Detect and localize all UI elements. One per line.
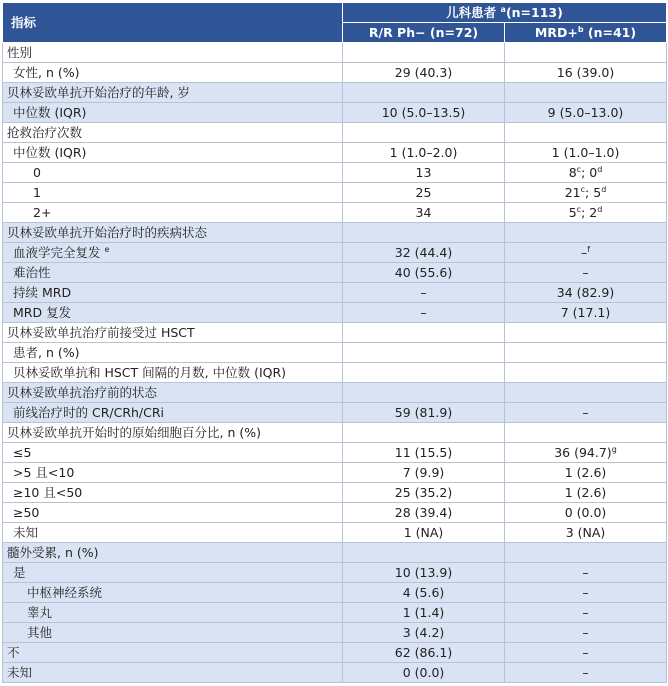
row-label-text: 不 (7, 644, 20, 660)
row-label (3, 643, 343, 663)
cell-mrd-value: 9 (5.0–13.0) (547, 104, 624, 120)
cell-rr-ph: 7 (9.9) (343, 463, 505, 483)
cell-mrd-footnote: f (587, 244, 591, 254)
row-label (3, 103, 343, 123)
cell-rr-ph: 10 (5.0–13.5) (343, 103, 505, 123)
row-label-text: 贝林妥欧单抗开始治疗的年龄, 岁 (7, 84, 190, 100)
cell-mrd (505, 103, 667, 123)
row-label-text: 前线治疗时的 CR/CRh/CRi (13, 404, 165, 420)
table-row (3, 343, 667, 363)
cell-mrd (505, 123, 667, 143)
cell-mrd-value: 36 (94.7) (554, 444, 612, 460)
row-label-text: 髓外受累, n (%) (7, 544, 99, 560)
table-row (3, 623, 667, 643)
cell-mrd-value: 7 (17.1) (560, 304, 611, 320)
cell-rr-ph: – (343, 283, 505, 303)
cell-rr-ph (343, 323, 505, 343)
row-label-text: 性别 (7, 44, 33, 60)
row-label (3, 343, 343, 363)
cell-mrd (505, 263, 667, 283)
cell-rr-ph: 0 (0.0) (343, 663, 505, 683)
row-label (3, 243, 343, 263)
group-n: (n=113) (505, 4, 563, 20)
cell-mrd (505, 303, 667, 323)
row-label-text: 0 (33, 164, 41, 180)
table-row (3, 243, 667, 263)
table-row (3, 83, 667, 103)
row-label (3, 143, 343, 163)
row-label-text: 持续 MRD (13, 284, 72, 300)
cell-mrd (505, 343, 667, 363)
cell-mrd (505, 603, 667, 623)
cell-mrd (505, 563, 667, 583)
cell-mrd (505, 443, 667, 463)
table-row (3, 523, 667, 543)
row-label-footnote: e (104, 244, 110, 254)
cell-mrd (505, 323, 667, 343)
cell-rr-ph (343, 223, 505, 243)
cell-rr-ph: 4 (5.6) (343, 583, 505, 603)
table-row (3, 323, 667, 343)
patient-characteristics-table (2, 2, 667, 683)
row-label (3, 423, 343, 443)
table-row (3, 283, 667, 303)
cell-mrd (505, 663, 667, 683)
row-label (3, 663, 343, 683)
row-label (3, 323, 343, 343)
col-rr-ph-header: R/R Ph− (n=72) (343, 23, 505, 43)
col-mrd-footnote: b (577, 24, 584, 34)
table-row (3, 483, 667, 503)
row-label-text: 贝林妥欧单抗治疗前的状态 (7, 384, 158, 400)
row-label-text: 血液学完全复发 (13, 244, 101, 260)
cell-mrd (505, 463, 667, 483)
table-row (3, 583, 667, 603)
row-label (3, 223, 343, 243)
col-mrd-n: (n=41) (583, 24, 637, 40)
cell-rr-ph: 10 (13.9) (343, 563, 505, 583)
cell-mrd (505, 283, 667, 303)
cell-mrd-value-2: ; 0 (581, 164, 598, 180)
cell-rr-ph: 11 (15.5) (343, 443, 505, 463)
row-label-text: 未知 (7, 664, 33, 680)
row-label-text: ≤5 (13, 444, 32, 460)
table-row (3, 383, 667, 403)
row-label-text: 抢救治疗次数 (7, 124, 83, 140)
cell-mrd (505, 403, 667, 423)
row-label (3, 363, 343, 383)
table-body (3, 43, 667, 683)
cell-rr-ph: 1 (NA) (343, 523, 505, 543)
cell-rr-ph: 25 (35.2) (343, 483, 505, 503)
cell-mrd (505, 183, 667, 203)
row-label (3, 403, 343, 423)
cell-rr-ph (343, 123, 505, 143)
cell-mrd-value: – (582, 264, 589, 280)
cell-mrd-value: – (582, 584, 589, 600)
row-label-text: MRD 复发 (13, 304, 72, 320)
row-label (3, 443, 343, 463)
cell-mrd (505, 543, 667, 563)
cell-mrd (505, 43, 667, 63)
table-row (3, 43, 667, 63)
row-label (3, 603, 343, 623)
table-row (3, 463, 667, 483)
row-label-text: >5 且<10 (13, 464, 75, 480)
cell-mrd-value: – (582, 404, 589, 420)
cell-mrd (505, 583, 667, 603)
cell-rr-ph: 3 (4.2) (343, 623, 505, 643)
row-label (3, 83, 343, 103)
row-label (3, 203, 343, 223)
row-label (3, 523, 343, 543)
cell-mrd-value-2: ; 2 (581, 204, 598, 220)
table-row (3, 363, 667, 383)
row-label-text: 女性, n (%) (13, 64, 80, 80)
table-row (3, 663, 667, 683)
table-row (3, 443, 667, 463)
cell-rr-ph (343, 543, 505, 563)
cell-mrd-footnote: c (576, 164, 582, 174)
row-label-text: 贝林妥欧单抗治疗前接受过 HSCT (7, 324, 195, 340)
cell-mrd-value: 1 (1.0–1.0) (551, 144, 620, 160)
cell-mrd-footnote-2: d (597, 164, 603, 174)
table-row (3, 183, 667, 203)
row-label (3, 463, 343, 483)
cell-rr-ph: 13 (343, 163, 505, 183)
cell-mrd-value: 3 (NA) (565, 524, 606, 540)
cell-mrd-footnote-2: d (601, 184, 607, 194)
table-row (3, 223, 667, 243)
row-label (3, 503, 343, 523)
row-label-text: ≥50 (13, 504, 40, 520)
row-label-text: 贝林妥欧单抗开始时的原始细胞百分比, n (%) (7, 424, 261, 440)
cell-mrd-value: 21 (564, 184, 581, 200)
row-label-text: 中位数 (IQR) (13, 144, 87, 160)
row-label (3, 183, 343, 203)
row-label (3, 543, 343, 563)
cell-mrd (505, 643, 667, 663)
cell-rr-ph: 29 (40.3) (343, 63, 505, 83)
table-row (3, 423, 667, 443)
row-label-text: 中枢神经系统 (27, 584, 103, 600)
header-row-top (3, 3, 667, 23)
row-label (3, 43, 343, 63)
cell-rr-ph (343, 423, 505, 443)
table-row (3, 303, 667, 323)
cell-rr-ph: 1 (1.4) (343, 603, 505, 623)
cell-mrd-footnote: c (580, 184, 586, 194)
cell-mrd (505, 623, 667, 643)
row-label (3, 623, 343, 643)
cell-rr-ph (343, 363, 505, 383)
cell-rr-ph: 59 (81.9) (343, 403, 505, 423)
cell-mrd-value: 1 (2.6) (564, 464, 607, 480)
row-label (3, 303, 343, 323)
cell-mrd-footnote-2: d (597, 204, 603, 214)
cell-mrd (505, 383, 667, 403)
cell-mrd-value: 5 (568, 204, 577, 220)
col-mrd-label: MRD+ (534, 24, 578, 40)
row-label (3, 383, 343, 403)
table-row (3, 403, 667, 423)
cell-rr-ph: 1 (1.0–2.0) (343, 143, 505, 163)
row-label-text: 贝林妥欧单抗开始治疗时的疾病状态 (7, 224, 208, 240)
cell-mrd (505, 363, 667, 383)
cell-mrd-value: – (580, 244, 588, 260)
table-row (3, 563, 667, 583)
cell-mrd-footnote: g (611, 444, 617, 454)
cell-rr-ph (343, 43, 505, 63)
cell-mrd (505, 83, 667, 103)
row-label-text: 患者, n (%) (13, 344, 80, 360)
row-label-text: 中位数 (IQR) (13, 104, 87, 120)
cell-mrd-value: – (582, 664, 589, 680)
row-label (3, 63, 343, 83)
row-label (3, 483, 343, 503)
table-row (3, 263, 667, 283)
group-title: 儿科患者 (446, 4, 497, 20)
cell-rr-ph (343, 343, 505, 363)
col-mrd-header (505, 23, 667, 43)
row-label (3, 283, 343, 303)
cell-mrd (505, 483, 667, 503)
cell-rr-ph: 32 (44.4) (343, 243, 505, 263)
table-row (3, 543, 667, 563)
cell-mrd-value: 8 (568, 164, 577, 180)
cell-mrd-value: 0 (0.0) (564, 504, 607, 520)
cell-mrd-footnote: c (576, 204, 582, 214)
table-row (3, 203, 667, 223)
group-footnote: a (500, 4, 506, 14)
table-row (3, 123, 667, 143)
row-label-text: 贝林妥欧单抗和 HSCT 间隔的月数, 中位数 (IQR) (13, 364, 287, 380)
table-row (3, 503, 667, 523)
cell-mrd (505, 163, 667, 183)
row-label-text: 难治性 (13, 264, 51, 280)
table-row (3, 143, 667, 163)
cell-mrd-value-2: ; 5 (585, 184, 602, 200)
pediatric-group-header (343, 3, 667, 23)
row-label-text: 其他 (27, 624, 53, 640)
row-label (3, 163, 343, 183)
cell-mrd-value: 16 (39.0) (556, 64, 615, 80)
row-label-text: 是 (13, 564, 26, 580)
table-row (3, 163, 667, 183)
row-label-text: 睾丸 (27, 604, 53, 620)
cell-rr-ph: 34 (343, 203, 505, 223)
row-label-text: 2+ (33, 204, 52, 220)
table-row (3, 643, 667, 663)
cell-mrd (505, 143, 667, 163)
cell-mrd-value: – (582, 624, 589, 640)
cell-rr-ph: 28 (39.4) (343, 503, 505, 523)
cell-mrd (505, 423, 667, 443)
cell-mrd (505, 203, 667, 223)
row-label-text: 1 (33, 184, 41, 200)
cell-rr-ph: 40 (55.6) (343, 263, 505, 283)
cell-mrd (505, 223, 667, 243)
cell-rr-ph: 25 (343, 183, 505, 203)
cell-mrd-value: – (582, 644, 589, 660)
cell-rr-ph (343, 83, 505, 103)
indicator-header: 指标 (3, 3, 343, 43)
cell-rr-ph: – (343, 303, 505, 323)
row-label (3, 583, 343, 603)
cell-mrd-value: – (582, 564, 589, 580)
row-label (3, 263, 343, 283)
table-row (3, 603, 667, 623)
cell-rr-ph: 62 (86.1) (343, 643, 505, 663)
table-row (3, 63, 667, 83)
row-label (3, 563, 343, 583)
cell-mrd (505, 523, 667, 543)
cell-mrd (505, 503, 667, 523)
table-row (3, 103, 667, 123)
cell-mrd-value: – (582, 604, 589, 620)
cell-rr-ph (343, 383, 505, 403)
cell-mrd (505, 243, 667, 263)
row-label-text: 未知 (13, 524, 39, 540)
row-label-text: ≥10 且<50 (13, 484, 83, 500)
cell-mrd-value: 1 (2.6) (564, 484, 607, 500)
row-label (3, 123, 343, 143)
cell-mrd-value: 34 (82.9) (556, 284, 615, 300)
cell-mrd (505, 63, 667, 83)
